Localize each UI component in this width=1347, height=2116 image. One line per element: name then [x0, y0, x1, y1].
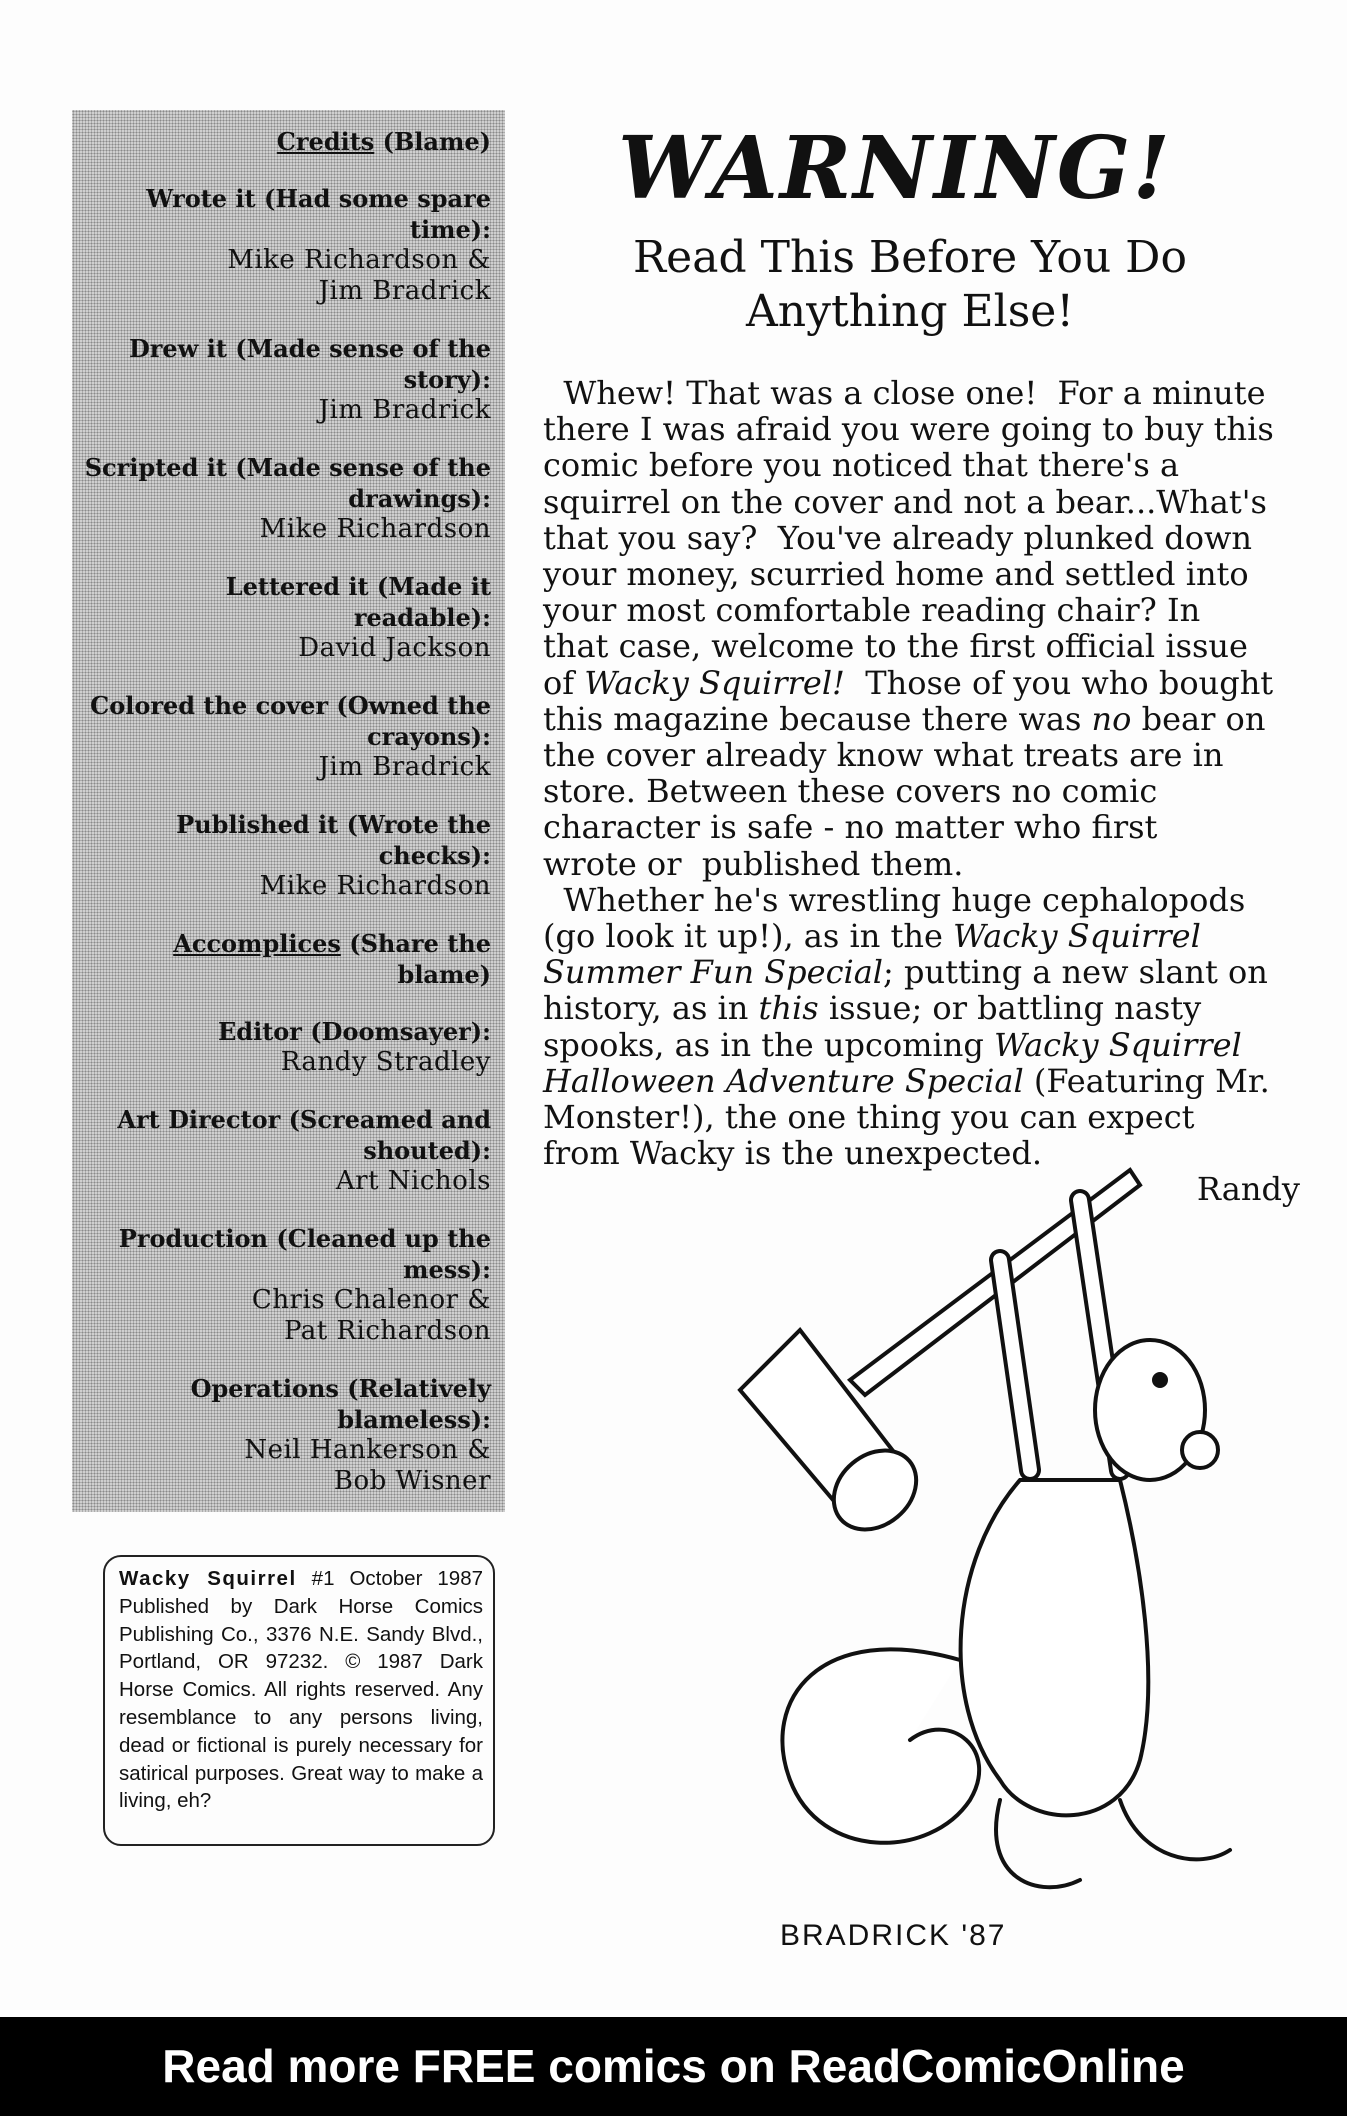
credit-entry: [82, 452, 491, 545]
credit-name: Mike Richardson: [259, 514, 491, 544]
credit-name: Mike Richardson &: [227, 245, 491, 275]
body-text: from Wacky is the unexpected.: [543, 1134, 1043, 1173]
indicia-title: Wacky Squirrel: [119, 1567, 297, 1590]
art-signature: BRADRICK '87: [780, 1919, 1007, 1952]
credit-entry: [82, 1104, 491, 1197]
body-text: (Featuring Mr.: [1023, 1061, 1270, 1100]
credit-role: [82, 333, 491, 395]
credit-entry: [82, 333, 491, 426]
body-text: Halloween Adventure Special: [543, 1061, 1024, 1100]
body-text: Summer Fun Special: [543, 953, 884, 992]
body-text: history, as in: [543, 989, 759, 1028]
credit-role-line: time):: [409, 215, 491, 244]
credit-role-line: mess):: [403, 1255, 491, 1284]
body-text: of: [543, 663, 585, 702]
credit-role-line: Lettered it (Made it readable):: [225, 572, 491, 632]
footer-banner[interactable]: Read more FREE comics on ReadComicOnline: [0, 2017, 1347, 2116]
body-line: [543, 484, 1303, 520]
body-line: [543, 556, 1303, 592]
body-text: (go look it up!), as in the: [543, 917, 954, 956]
squirrel-feet: [996, 1800, 1230, 1887]
credit-role-line: crayons):: [367, 722, 491, 751]
indicia-text: #1 October 1987 Published by Dark Horse Comics Publishing Co., 3376 N.E. Sandy Blvd., Portland, OR 97232. © 1987 Dark Horse Comics. All rights reserved. Any resemblance to any persons living, dead or fictional is purely necessary for satirical purposes. Great way to make a living, eh?: [119, 1567, 484, 1813]
body-line: [543, 954, 1303, 990]
credit-role: [82, 809, 491, 871]
credit-role: [82, 1223, 491, 1285]
credit-role-line: Art Director (Screamed and: [117, 1105, 491, 1134]
credit-role-line: Wrote it (Had some spare: [146, 184, 491, 213]
credit-role: [82, 571, 491, 633]
body-line: [543, 701, 1303, 737]
credit-entry: [82, 183, 491, 307]
body-line: [543, 990, 1303, 1026]
article-body: [543, 375, 1303, 1171]
body-line: [543, 809, 1303, 845]
body-text: this magazine because there was: [543, 699, 1092, 738]
credit-name: Jim Bradrick: [318, 276, 491, 306]
credit-name: Art Nichols: [335, 1166, 491, 1196]
accomplices-underlined: Accomplices: [173, 929, 341, 958]
body-text: spooks, as in the upcoming: [543, 1025, 994, 1064]
body-text: issue; or battling nasty: [818, 989, 1202, 1028]
credit-role-line: drawings):: [348, 484, 491, 513]
credit-name: Randy Stradley: [280, 1047, 491, 1077]
credit-name: Jim Bradrick: [318, 395, 491, 425]
credit-entry: [82, 809, 491, 902]
credit-role-line: Drew it (Made sense of the: [128, 334, 491, 363]
body-line: [543, 628, 1303, 664]
credit-role: [82, 1104, 491, 1166]
body-text: Monster!), the one thing you can expect: [543, 1098, 1195, 1137]
credit-name: Neil Hankerson &: [244, 1435, 491, 1465]
credit-name: Bob Wisner: [333, 1466, 491, 1496]
squirrel-illustration: [700, 1140, 1320, 1970]
credit-role-line: shouted):: [363, 1136, 491, 1165]
credit-name: Mike Richardson: [259, 871, 491, 901]
body-line: [543, 737, 1303, 773]
body-line: [543, 375, 1303, 411]
article-title: WARNING!: [618, 118, 1172, 219]
credit-role: [82, 1016, 491, 1047]
body-text: store. Between these covers no comic: [543, 772, 1158, 811]
body-line: [543, 1027, 1303, 1063]
credit-entry: [82, 1223, 491, 1347]
credit-role-line: Operations (Relatively: [190, 1374, 491, 1403]
body-line: [543, 1099, 1303, 1135]
body-text: Wacky Squirrel!: [584, 663, 845, 702]
credit-role-line: Scripted it (Made sense of the: [84, 453, 491, 482]
credits-heading: [82, 126, 491, 157]
credits-list: [82, 183, 491, 902]
credit-role-line: story):: [403, 365, 491, 394]
body-text: Whether he's wrestling huge cephalopods: [543, 880, 1246, 919]
credit-name: Jim Bradrick: [318, 752, 491, 782]
article-subtitle-1: Read This Before You Do: [633, 232, 1187, 283]
credits-heading-underlined: Credits: [276, 127, 375, 156]
accomplices-list: [82, 1016, 491, 1497]
body-text: bear on: [1131, 699, 1266, 738]
article-signature: Randy: [1196, 1170, 1300, 1208]
credit-role: [82, 183, 491, 245]
body-text: your most comfortable reading chair? In: [543, 591, 1201, 630]
body-line: [543, 846, 1303, 882]
body-line: [543, 520, 1303, 556]
body-text: squirrel on the cover and not a bear...What's: [543, 482, 1267, 521]
body-text: Wacky Squirrel: [953, 917, 1201, 956]
accomplices-heading: [82, 928, 491, 990]
body-text: no: [1091, 699, 1132, 738]
credit-name: Pat Richardson: [283, 1316, 491, 1346]
body-text: wrote or published them.: [543, 844, 964, 883]
credit-entry: [82, 571, 491, 664]
credit-role-line: Editor (Doomsayer):: [218, 1017, 491, 1046]
body-line: [543, 665, 1303, 701]
credit-role: [82, 452, 491, 514]
body-text: that you say? You've already plunked down: [543, 518, 1253, 557]
accomplices-rest-2: blame): [397, 960, 491, 989]
credit-role: [82, 1373, 491, 1435]
credit-name: David Jackson: [298, 633, 491, 663]
squirrel-tail: [782, 1649, 979, 1842]
body-text: Wacky Squirrel: [993, 1025, 1242, 1064]
body-line: [543, 411, 1303, 447]
body-text: Whew! That was a close one! For a minute: [543, 374, 1266, 412]
body-text: your money, scurried home and settled into: [543, 555, 1249, 594]
credits-heading-rest: (Blame): [374, 127, 491, 156]
body-line: [543, 882, 1303, 918]
body-text: there I was afraid you were going to buy this: [543, 410, 1274, 449]
body-line: [543, 1063, 1303, 1099]
body-text: this: [758, 989, 819, 1028]
body-text: character is safe - no matter who first: [543, 808, 1158, 847]
credit-role-line: Published it (Wrote the: [176, 810, 491, 839]
article-subtitle-2: Anything Else!: [745, 286, 1075, 337]
body-text: Those of you who bought: [844, 663, 1274, 702]
credit-role-line: Colored the cover (Owned the: [90, 691, 491, 720]
indicia-box: [103, 1555, 495, 1846]
squirrel-nose: [1182, 1432, 1218, 1468]
body-line: [543, 592, 1303, 628]
credits-panel: [72, 110, 505, 1512]
body-line: [543, 773, 1303, 809]
body-line: [543, 918, 1303, 954]
body-text: ; putting a new slant on: [883, 953, 1268, 992]
body-text: comic before you noticed that there's a: [543, 446, 1180, 485]
credit-role-line: Production (Cleaned up the: [118, 1224, 491, 1253]
credit-entry: [82, 690, 491, 783]
accomplices-rest-1: (Share the: [340, 929, 491, 958]
credit-role: [82, 690, 491, 752]
squirrel-body: [961, 1480, 1149, 1815]
credit-role-line: blameless):: [337, 1405, 491, 1434]
credit-entry: [82, 1016, 491, 1078]
body-text: the cover already know what treats are in: [543, 736, 1224, 775]
credit-name: Chris Chalenor &: [251, 1285, 491, 1315]
credit-role-line: checks):: [378, 841, 491, 870]
credit-entry: [82, 1373, 491, 1497]
body-text: that case, welcome to the first official issue: [543, 627, 1248, 666]
body-line: [543, 447, 1303, 483]
